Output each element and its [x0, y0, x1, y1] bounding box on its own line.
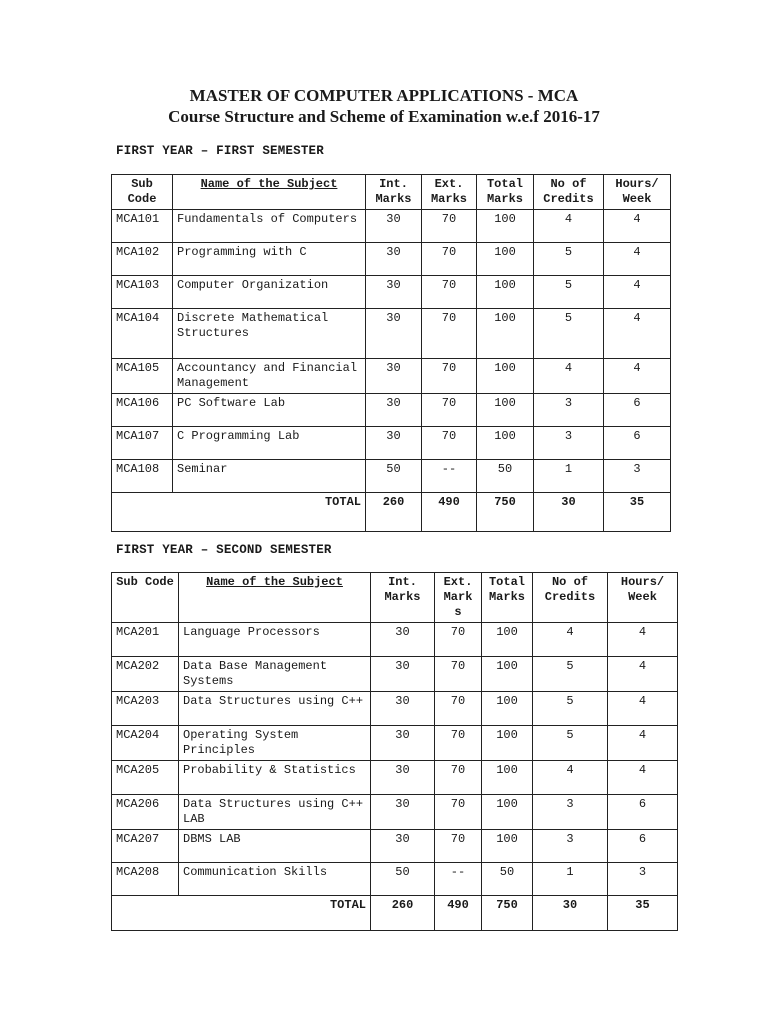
course-table-sem1 [111, 174, 671, 532]
course-code: MCA101 [112, 210, 173, 243]
course-hours: 3 [608, 863, 678, 896]
course-credits: 5 [534, 243, 604, 276]
course-hours: 6 [604, 394, 671, 427]
header-sub-code: Sub Code [112, 175, 173, 210]
course-ext: 70 [435, 623, 482, 657]
table-row [112, 276, 671, 309]
header-credits: No of Credits [534, 175, 604, 210]
course-total: 100 [477, 427, 534, 460]
course-ext: 70 [422, 359, 477, 394]
header-credits: No of Credits [533, 573, 608, 623]
table-row [112, 309, 671, 359]
course-name: Computer Organization [173, 276, 366, 309]
course-credits: 4 [534, 210, 604, 243]
course-int: 30 [371, 726, 435, 761]
table-row [112, 243, 671, 276]
course-ext: -- [422, 460, 477, 493]
course-hours: 4 [604, 243, 671, 276]
course-code: MCA203 [112, 692, 179, 726]
course-total: 100 [482, 657, 533, 692]
course-credits: 3 [534, 394, 604, 427]
total-label: TOTAL [112, 493, 366, 532]
course-int: 30 [371, 657, 435, 692]
total-total: 750 [482, 896, 533, 931]
course-credits: 5 [534, 309, 604, 359]
semester-heading-2: FIRST YEAR – SECOND SEMESTER [116, 543, 332, 557]
course-credits: 5 [533, 726, 608, 761]
course-int: 30 [371, 692, 435, 726]
course-code: MCA105 [112, 359, 173, 394]
course-name: Operating System Principles [179, 726, 371, 761]
header-total-marks: Total Marks [477, 175, 534, 210]
course-code: MCA107 [112, 427, 173, 460]
table-row [112, 359, 671, 394]
table-row [112, 761, 678, 795]
course-credits: 3 [533, 830, 608, 863]
course-credits: 1 [534, 460, 604, 493]
course-int: 50 [371, 863, 435, 896]
course-ext: 70 [435, 830, 482, 863]
course-ext: 70 [435, 761, 482, 795]
course-int: 30 [366, 394, 422, 427]
course-total: 100 [482, 795, 533, 830]
header-subject-label: Name of the Subject [200, 177, 338, 191]
course-ext: -- [435, 863, 482, 896]
course-hours: 4 [608, 657, 678, 692]
total-total: 750 [477, 493, 534, 532]
course-name: Programming with C [173, 243, 366, 276]
course-ext: 70 [435, 657, 482, 692]
course-credits: 4 [533, 623, 608, 657]
course-name: Accountancy and Financial Management [173, 359, 366, 394]
course-ext: 70 [422, 394, 477, 427]
total-row [112, 493, 671, 532]
course-credits: 3 [534, 427, 604, 460]
document-title: MASTER OF COMPUTER APPLICATIONS - MCA [189, 86, 579, 105]
course-credits: 4 [533, 761, 608, 795]
course-total: 100 [477, 210, 534, 243]
header-ext-marks: Ext. Marks [422, 175, 477, 210]
course-int: 30 [371, 623, 435, 657]
course-table-sem2 [111, 572, 678, 931]
total-int: 260 [371, 896, 435, 931]
header-subject-label: Name of the Subject [206, 575, 343, 589]
course-code: MCA106 [112, 394, 173, 427]
course-code: MCA102 [112, 243, 173, 276]
course-name: Data Base Management Systems [179, 657, 371, 692]
document-subtitle: Course Structure and Scheme of Examination w.e.f 2016-17 [168, 107, 600, 126]
course-name: DBMS LAB [179, 830, 371, 863]
course-ext: 70 [422, 309, 477, 359]
header-ext-marks: Ext. Mark s [435, 573, 482, 623]
course-name: Fundamentals of Computers [173, 210, 366, 243]
table-row [112, 394, 671, 427]
total-hours: 35 [608, 896, 678, 931]
course-hours: 4 [604, 309, 671, 359]
total-label: TOTAL [112, 896, 371, 931]
course-ext: 70 [422, 243, 477, 276]
course-code: MCA208 [112, 863, 179, 896]
course-code: MCA206 [112, 795, 179, 830]
total-hours: 35 [604, 493, 671, 532]
course-code: MCA103 [112, 276, 173, 309]
course-code: MCA202 [112, 657, 179, 692]
course-hours: 3 [604, 460, 671, 493]
course-name: PC Software Lab [173, 394, 366, 427]
course-int: 30 [371, 795, 435, 830]
course-name: C Programming Lab [173, 427, 366, 460]
header-subject [179, 573, 371, 623]
course-total: 100 [477, 359, 534, 394]
course-credits: 5 [533, 692, 608, 726]
course-hours: 4 [608, 692, 678, 726]
header-subject [173, 175, 366, 210]
course-hours: 6 [608, 830, 678, 863]
total-ext: 490 [435, 896, 482, 931]
course-int: 30 [366, 309, 422, 359]
course-hours: 6 [608, 795, 678, 830]
course-total: 100 [482, 830, 533, 863]
course-credits: 5 [533, 657, 608, 692]
total-credits: 30 [534, 493, 604, 532]
header-total-marks: Total Marks [482, 573, 533, 623]
table-header-row [112, 175, 671, 210]
total-int: 260 [366, 493, 422, 532]
course-hours: 4 [608, 623, 678, 657]
course-hours: 6 [604, 427, 671, 460]
table-row [112, 692, 678, 726]
course-name: Data Structures using C++ LAB [179, 795, 371, 830]
course-int: 30 [371, 830, 435, 863]
header-hours: Hours/ Week [608, 573, 678, 623]
header-int-marks: Int. Marks [371, 573, 435, 623]
course-ext: 70 [435, 795, 482, 830]
course-hours: 4 [604, 210, 671, 243]
course-total: 100 [482, 761, 533, 795]
course-total: 100 [482, 692, 533, 726]
course-name: Probability & Statistics [179, 761, 371, 795]
total-row [112, 896, 678, 931]
table-row [112, 210, 671, 243]
course-int: 30 [366, 359, 422, 394]
course-code: MCA201 [112, 623, 179, 657]
course-credits: 5 [534, 276, 604, 309]
course-ext: 70 [435, 726, 482, 761]
course-int: 30 [366, 243, 422, 276]
course-hours: 4 [604, 359, 671, 394]
table-row [112, 795, 678, 830]
course-credits: 4 [534, 359, 604, 394]
header-int-marks: Int. Marks [366, 175, 422, 210]
table-row [112, 830, 678, 863]
course-hours: 4 [608, 761, 678, 795]
course-hours: 4 [604, 276, 671, 309]
header-sub-code: Sub Code [112, 573, 179, 623]
course-name: Language Processors [179, 623, 371, 657]
table-row [112, 623, 678, 657]
table-row [112, 863, 678, 896]
course-code: MCA207 [112, 830, 179, 863]
course-int: 30 [371, 761, 435, 795]
course-credits: 1 [533, 863, 608, 896]
course-hours: 4 [608, 726, 678, 761]
course-code: MCA204 [112, 726, 179, 761]
table-body-sem2 [112, 623, 678, 931]
table-row [112, 726, 678, 761]
table-body-sem1 [112, 210, 671, 532]
course-total: 50 [482, 863, 533, 896]
total-ext: 490 [422, 493, 477, 532]
table-header-row [112, 573, 678, 623]
course-total: 100 [477, 394, 534, 427]
course-total: 100 [477, 276, 534, 309]
course-ext: 70 [435, 692, 482, 726]
course-int: 30 [366, 276, 422, 309]
course-code: MCA104 [112, 309, 173, 359]
course-total: 100 [482, 726, 533, 761]
course-total: 50 [477, 460, 534, 493]
course-credits: 3 [533, 795, 608, 830]
course-name: Communication Skills [179, 863, 371, 896]
course-name: Discrete Mathematical Structures [173, 309, 366, 359]
course-ext: 70 [422, 276, 477, 309]
course-total: 100 [477, 243, 534, 276]
table-row [112, 427, 671, 460]
table-row [112, 657, 678, 692]
course-code: MCA108 [112, 460, 173, 493]
course-int: 30 [366, 210, 422, 243]
course-name: Data Structures using C++ [179, 692, 371, 726]
semester-heading-1: FIRST YEAR – FIRST SEMESTER [116, 144, 324, 158]
total-credits: 30 [533, 896, 608, 931]
course-ext: 70 [422, 210, 477, 243]
course-code: MCA205 [112, 761, 179, 795]
course-ext: 70 [422, 427, 477, 460]
course-total: 100 [477, 309, 534, 359]
course-int: 50 [366, 460, 422, 493]
course-total: 100 [482, 623, 533, 657]
header-hours: Hours/ Week [604, 175, 671, 210]
table-row [112, 460, 671, 493]
course-name: Seminar [173, 460, 366, 493]
course-int: 30 [366, 427, 422, 460]
